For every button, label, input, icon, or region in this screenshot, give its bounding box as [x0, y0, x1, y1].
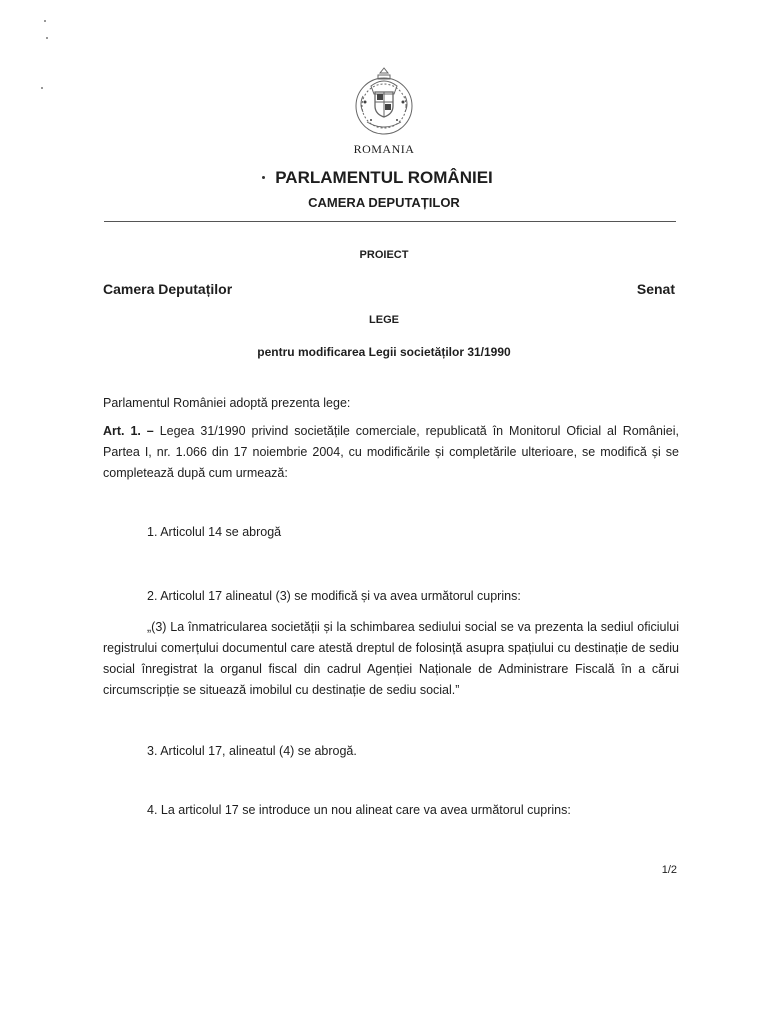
header-divider: [104, 221, 676, 222]
chamber-left: Camera Deputaților: [103, 281, 233, 297]
document-subtitle: pentru modificarea Legii societăților 31/1990: [257, 345, 511, 359]
scan-speck: [44, 20, 46, 22]
parliament-heading: PARLAMENTUL ROMÂNIEI: [275, 168, 493, 187]
article-label: Art. 1. –: [103, 424, 154, 438]
list-item: 4. La articolul 17 se introduce un nou alineat care va avea următorul cuprins:: [147, 803, 571, 817]
article-text: Legea 31/1990 privind societățile comerciale, republicată în Monitorul Oficial al României, Partea I, nr. 1.066 din 17 noiembrie 2004, cu modificările și completările ulterioare, se modifică și se completează după cum urmează:: [103, 424, 679, 480]
page-number: 1/2: [661, 864, 677, 876]
list-item: 3. Articolul 17, alineatul (4) se abrogă.: [147, 744, 357, 758]
coat-of-arms-seal-icon: [351, 62, 417, 144]
article-paragraph: [103, 421, 679, 484]
chamber-right: Senat: [636, 281, 675, 297]
intro-paragraph: Parlamentul României adoptă prezenta lege:: [103, 396, 351, 410]
document-label: PROIECT: [359, 249, 409, 261]
document-type: LEGE: [369, 314, 399, 326]
scan-speck: [41, 87, 43, 89]
list-item: 1. Articolul 14 se abrogă: [147, 525, 282, 539]
chamber-heading: CAMERA DEPUTAȚILOR: [308, 195, 460, 210]
list-item: 2. Articolul 17 alineatul (3) se modifică și va avea următorul cuprins:: [147, 589, 521, 603]
quoted-paragraph: „(3) La înmatricularea societății și la schimbarea sediului social se va prezenta la sediul oficiului registrului comerțului documentul care atestă dreptul de folosință asupra spațiului cu destinație de sediu social înregistrat la organul fiscal din cadrul Agenției Naționale de Administrare Fiscală în a cărui circumscripție se situează imobilul cu destinație de sediu social.”: [103, 620, 679, 697]
country-label: ROMANIA: [353, 142, 415, 156]
scan-speck: [46, 37, 48, 39]
